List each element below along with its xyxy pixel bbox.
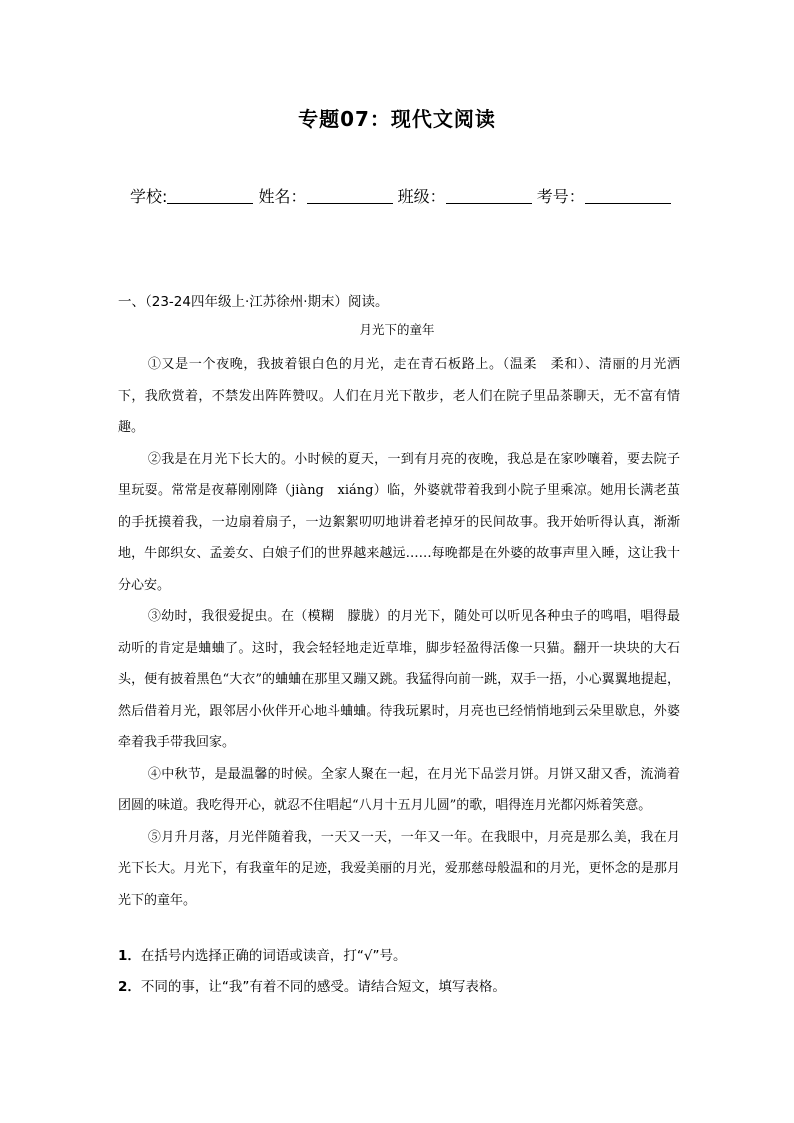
question-2 bbox=[118, 975, 506, 995]
page-title: 专题07：现代文阅读 bbox=[298, 107, 496, 131]
question-1-text: 在括号内选择正确的词语或读音，打“√”号。 bbox=[140, 948, 407, 964]
paragraph-2: ②我是在月光下长大的。小时候的夏天，一到有月亮的夜晚，我总是在家吵嚷着，要去院子里玩耍。常常是夜幕刚刚降（jiàng xiáng）临，外婆就带着我到小院子里乘凉。她用长满老茧的手抚摸着我，一边扇着扇子，一边絮絮叨叨地讲着老掉牙的民间故事。我开始听得认真，渐渐地，牛郎织女、孟姜女、白娘子们的世界越来越远……每晚都是在外婆的故事声里入睡，这让我十分心安。 bbox=[118, 451, 680, 593]
question-2-number: 2． bbox=[118, 979, 141, 995]
question-1-number: 1． bbox=[118, 948, 141, 964]
name-blank[interactable] bbox=[307, 187, 393, 204]
paragraph-4: ④中秋节，是最温馨的时候。全家人聚在一起，在月光下品尝月饼。月饼又甜又香，流淌着团圆的味道。我吃得开心，就忍不住唱起“八月十五月儿圆”的歌，唱得连月光都闪烁着笑意。 bbox=[118, 766, 680, 813]
exam-number-label: 考号： bbox=[536, 187, 585, 206]
paragraph-1: ①又是一个夜晚，我披着银白色的月光，走在青石板路上。（温柔 柔和）、清丽的月光洒下，我欣赏着，不禁发出阵阵赞叹。人们在月光下散步，老人们在院子里品茶聊天，无不富有情趣。 bbox=[118, 357, 680, 435]
question-2-text: 不同的事，让“我”有着不同的感受。请结合短文，填写表格。 bbox=[140, 979, 506, 995]
class-label: 班级： bbox=[397, 187, 446, 206]
paragraph-3: ③幼时，我很爱捉虫。在（模糊 朦胧）的月光下，随处可以听见各种虫子的鸣唱，唱得最动听的肯定是蛐蛐了。这时，我会轻轻地走近草堆，脚步轻盈得活像一只猫。翻开一块块的大石头，便有披着黑色“大衣”的蛐蛐在那里又蹦又跳。我猛得向前一跳，双手一捂，小心翼翼地提起，然后借着月光，跟邻居小伙伴开心地斗蛐蛐。待我玩累时，月亮也已经悄悄地到云朵里歇息，外婆牵着我手带我回家。 bbox=[118, 609, 680, 750]
story-body bbox=[118, 349, 680, 916]
story-title: 月光下的童年 bbox=[359, 322, 435, 337]
school-blank[interactable] bbox=[167, 187, 253, 204]
exam-number-blank[interactable] bbox=[585, 187, 671, 204]
question-1 bbox=[118, 944, 407, 964]
paragraph-5: ⑤月升月落，月光伴随着我，一天又一天，一年又一年。在我眼中，月亮是那么美，我在月光下长大。月光下，有我童年的足迹，我爱美丽的月光，爱那慈母般温和的月光，更怀念的是那月光下的童年。 bbox=[118, 829, 680, 908]
section-heading: 一、（23-24四年级上·江苏徐州·期末）阅读。 bbox=[118, 294, 389, 310]
school-label: 学校: bbox=[130, 187, 168, 206]
student-info-line bbox=[130, 184, 671, 207]
class-blank[interactable] bbox=[446, 187, 532, 204]
name-label: 姓名： bbox=[258, 187, 307, 206]
